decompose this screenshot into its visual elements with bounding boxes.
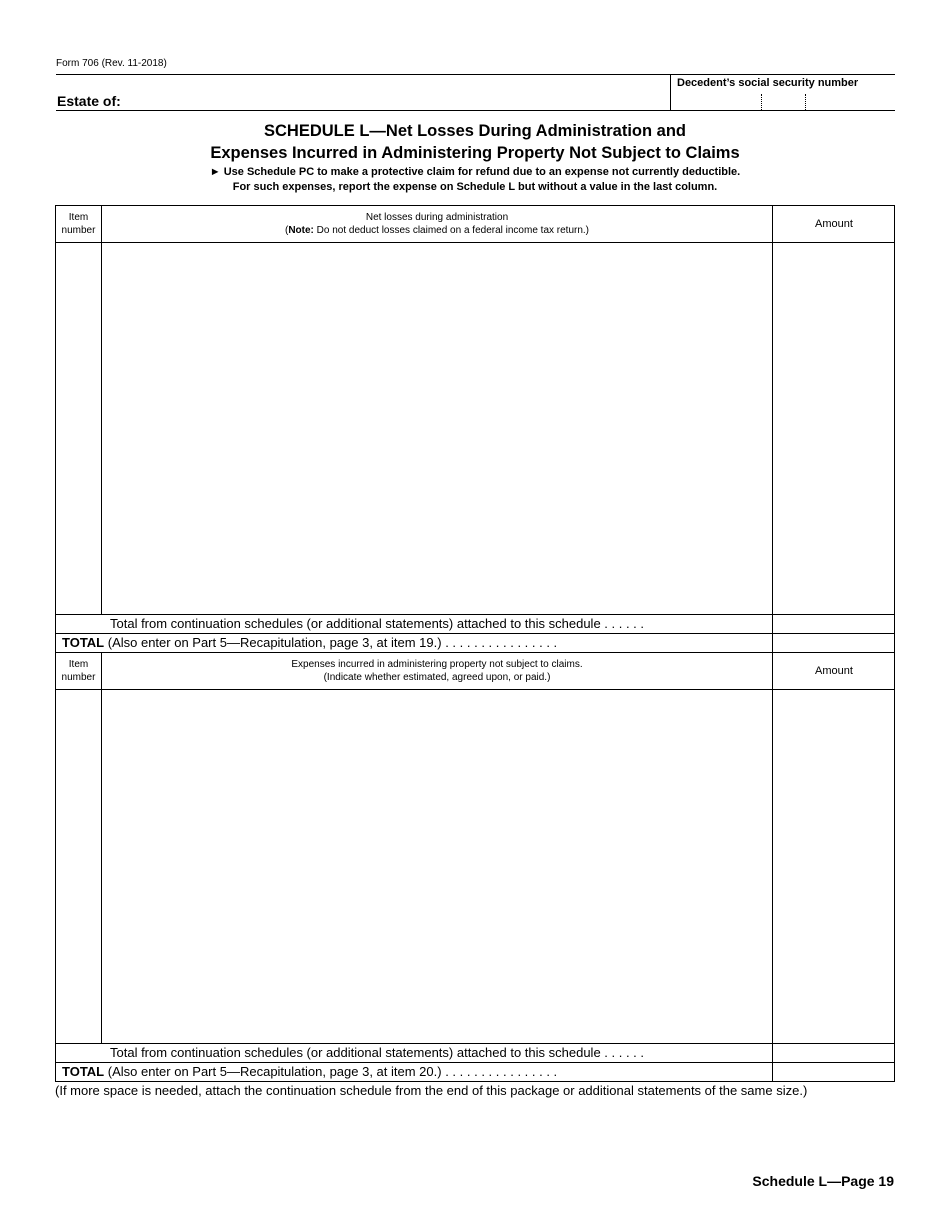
total-label: TOTAL (Also enter on Part 5—Recapitulation, page 3, at item 19.) . . . . . . . . . . . . . . . . <box>62 635 558 650</box>
net-losses-table <box>55 205 895 653</box>
item-number-header: Item number <box>61 659 96 683</box>
form-id: Form 706 (Rev. 11-2018) <box>56 58 167 69</box>
amount-header: Amount <box>815 664 853 677</box>
ssn-field[interactable] <box>670 74 895 111</box>
net-losses-header <box>56 206 894 243</box>
ssn-separator <box>761 94 762 110</box>
expenses-entry-area[interactable] <box>56 690 894 1044</box>
total-amount-field[interactable] <box>772 1063 894 1081</box>
continuation-footnote: (If more space is needed, attach the continuation schedule from the end of this package or additional statements of the same size.) <box>55 1083 808 1098</box>
administration-expenses-table <box>55 652 895 1082</box>
net-losses-description-header <box>102 206 772 242</box>
net-losses-entry-area[interactable] <box>56 243 894 615</box>
continuation-total-amount-field[interactable] <box>772 1044 894 1062</box>
expenses-header-title: Expenses incurred in administering property not subject to claims. <box>291 659 583 670</box>
total-amount-field[interactable] <box>772 634 894 652</box>
ssn-separator <box>805 94 806 110</box>
total-row <box>56 634 894 653</box>
page-label: Schedule L—Page 19 <box>752 1173 894 1189</box>
expenses-description-header <box>102 653 772 689</box>
amount-header: Amount <box>815 217 853 230</box>
total-row <box>56 1063 894 1082</box>
continuation-total-label: Total from continuation schedules (or additional statements) attached to this schedule . . . . . . <box>110 1045 645 1060</box>
continuation-total-row <box>56 615 894 634</box>
estate-of-label: Estate of: <box>57 93 121 109</box>
instruction-note-line1: ► Use Schedule PC to make a protective claim for refund due to an expense not currently deductible. <box>209 166 741 178</box>
continuation-total-row <box>56 1044 894 1063</box>
expenses-header <box>56 653 894 690</box>
continuation-total-label: Total from continuation schedules (or additional statements) attached to this schedule . . . . . . <box>110 616 645 631</box>
expenses-header-note: (Indicate whether estimated, agreed upon, or paid.) <box>323 672 551 683</box>
net-losses-header-title: Net losses during administration <box>365 212 509 223</box>
ssn-label: Decedent’s social security number <box>677 77 859 89</box>
total-label: TOTAL (Also enter on Part 5—Recapitulation, page 3, at item 20.) . . . . . . . . . . . . . . . . <box>62 1064 558 1079</box>
continuation-total-amount-field[interactable] <box>772 615 894 633</box>
schedule-title-line2: Expenses Incurred in Administering Property Not Subject to Claims <box>210 144 740 162</box>
item-number-header: Item number <box>61 212 96 236</box>
instruction-note-line2: For such expenses, report the expense on Schedule L but without a value in the last column. <box>232 181 718 193</box>
schedule-title-line1: SCHEDULE L—Net Losses During Administration and <box>263 122 686 140</box>
net-losses-header-note: (Note: Do not deduct losses claimed on a federal income tax return.) <box>284 225 590 236</box>
